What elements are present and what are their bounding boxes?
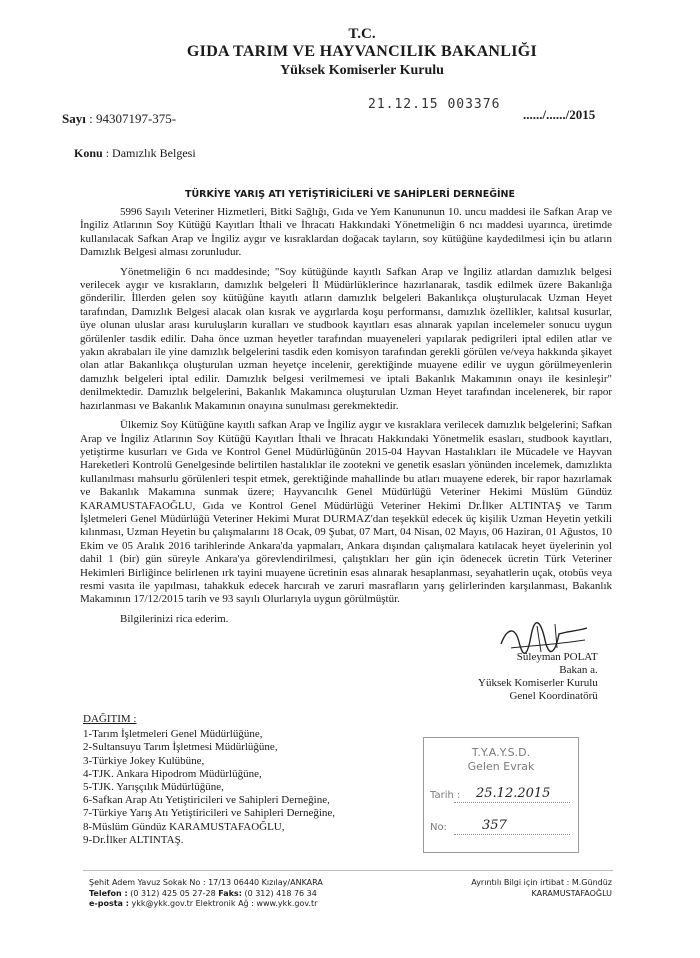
footer-phone: (0 312) 425 05 27-28: [130, 888, 216, 898]
footer-email-label: e-posta :: [89, 899, 129, 908]
stamp-title: Gelen Evrak: [467, 760, 535, 773]
body-paragraph-2: Yönetmeliğin 6 ncı maddesinde; "Soy kütüğünde kayıtlı Safkan Arap ve İngiliz atlardan damızlık belgesi verilecek aygır ve kısrakların, damızlık belgeleri İl Müdürlüklerince hazırlanarak, tasdik edilmek üzere Bakanlığa gönderilir. İllerden gelen soy kütüğüne kayıtlı atların damızlık belgeleri Bakanlıkça oluşturulacak Uzman Heyet tarafından, Damızlık Belgesi alacak olan kısrak ve aygırlarda koşu performansı, damızlık özellikler, kalıtsal kusurlar, üye olunan uluslar arası kuruluşların kuralları ve studbook kayıtları esas alınarak yapılan incelemeler sonucu uygun görülenler tasdik edilir. Daha önce uzman heyetler tarafından muayeneleri yapılarak pedigrileri iptal edilen atlar ve yakın akrabaları ile yine damızlık belgelerini tasdik eden komisyon tarafından gerekli görülen ve/veya hakkında şikayet olan atlar Bakanlıkça oluşturulan uzman heyetçe incelenir, gerektiğinde muayene edilir ve uygun görülmeyenlerin damızlık belgeleri iptal edilir. Damızlık belgesi verilmemesi ve iptali Bakanlık Makamının onayı ile kesinleşir" denilmektedir. Damızlık belgelerini, Bakanlık Makamınca oluşturulan Uzman Heyet tarafından incelenerek, bir rapor hazırlanması ve Bakanlık Makamının onayına sunulması gerekmektedir.: [80, 265, 612, 412]
footer-email: ykk@ykk.gov.tr Elektronik Ağ : www.ykk.gov.tr: [131, 899, 318, 908]
board-header: Yüksek Komiserler Kurulu: [280, 63, 444, 78]
stamp-date-label: Tarih :: [430, 790, 461, 801]
signatory-title: Genel Koordinatörü: [509, 690, 598, 702]
reference-label: Sayı: [62, 111, 86, 126]
stamp-number-label: No:: [430, 822, 447, 833]
stamp-number-line: [454, 834, 570, 835]
reference-number: [62, 111, 176, 127]
footer-contact-info: [89, 878, 323, 910]
footer-contact-person: [462, 878, 612, 899]
distribution-item: 7-Türkiye Yarış Atı Yetiştiricileri ve Sahipleri Derneğine,: [83, 807, 336, 820]
registry-stamp-number: 21.12.15 003376: [368, 97, 501, 112]
footer-email-line: [89, 899, 323, 910]
body-closing: Bilgilerinizi rica ederim.: [120, 612, 229, 625]
body-paragraph-3: Ülkemiz Soy Kütüğüne kayıtlı safkan Arap ve İngiliz aygır ve kısraklara verilecek damızlık belgelerini; Safkan Arap ve İngiliz Atlarının Soy Kütüğü Kayıtları İthali ve İhracatı Hakkındaki Yönetmelik esasları, studbook kayıtları, yetiştirme kusurları ve Gıda ve Kontrol Genel Müdürlüğünün 2015-04 Hayvan Hastalıkları ile Mücadele ve Hayvan Hareketleri Kontrolü Genelgesinde belirtilen hastalıklar ile zootekni ve genetik esasları yönünden incelemek, damızlıkta kullanılması mahsurlu görülenleri tespit etmek, gerektiğinde mahallinde bu atları muayene ederek, bir rapor hazırlamak ve Bakanlık Makamına sunmak üzere; Hayvancılık Genel Müdürlüğü Veteriner Hekimi Müslüm Gündüz KARAMUSTAFAOĞLU, Gıda ve Kontrol Genel Müdürlüğü Veteriner Hekimi Dr.İlker ALTINTAŞ ve Tarım İşletmeleri Genel Müdürlüğü Veteriner Hekimi Murat DURMAZ'dan teşekkül edecek üç kişilik Uzman Heyetin yetkili kılınması, Uzman Heyetin bu çalışmalarını 18 Ocak, 09 Şubat, 07 Mart, 04 Nisan, 02 Mayıs, 06 Haziran, 01 Ağustos, 10 Ekim ve 05 Aralık 2016 tarihlerinde Ankara'da yapmaları, Ankara dışından çalışmalara katılacak heyet üyelerinin yol dahil 1 (bir) gün süreyle Ankara'ya görevlendirilmesi, çalıştıkları her gün için ödenecek ücretin Türk Veteriner Hekimleri Birliğince belirlenen ırk tayini muayene ücretinin esas alınarak hesaplanması, seyahatlerin uçak, otobüs veya resmi vasıta ile yapılması, tahakkuk edecek harcırah ve zaruri masrafların yarış gelirlerinden karşılanması, Bakanlık Makamının 17/12/2015 tarih ve 93 sayılı Olurlarıyla uygun görülmüştür.: [80, 419, 612, 606]
signature-block: [478, 651, 598, 703]
distribution-item: 6-Safkan Arap Atı Yetiştiricileri ve Sahipleri Derneğine,: [83, 794, 330, 807]
distribution-item: 2-Sultansuyu Tarım İşletmesi Müdürlüğüne,: [83, 741, 278, 754]
footer-contact-line-1: Ayrıntılı Bilgi için irtibat : M.Gündüz: [471, 878, 612, 887]
footer-address: Şehit Adem Yavuz Sokak No : 17/13 06440 Kızılay/ANKARA: [89, 878, 323, 887]
footer-phone-fax: [89, 889, 323, 900]
recipient-heading: TÜRKİYE YARIŞ ATI YETİŞTİRİCİLERİ VE SAHİPLERİ DERNEĞİNE: [184, 189, 516, 200]
signatory-name: Süleyman POLAT: [516, 651, 598, 663]
stamp-date-line: [454, 802, 570, 803]
footer-fax-label: Faks:: [218, 888, 242, 898]
subject-value: : Damızlık Belgesi: [105, 146, 196, 160]
ministry-header: GIDA TARIM VE HAYVANCILIK BAKANLIĞI: [186, 43, 538, 60]
subject-label: Konu: [74, 146, 103, 160]
letter-date: ....../....../2015: [523, 107, 596, 122]
distribution-item: 8-Müslüm Gündüz KARAMUSTAFAOĞLU,: [83, 820, 285, 833]
distribution-item: 5-TJK. Yarışçılık Müdürlüğüne,: [83, 781, 224, 794]
footer-contact-line-2: KARAMUSTAFAOĞLU: [531, 888, 612, 898]
footer-phone-label: Telefon :: [89, 888, 128, 898]
reference-value: : 94307197-375-: [89, 111, 177, 126]
stamp-number-value: 357: [482, 818, 507, 833]
body-paragraph-1: 5996 Sayılı Veteriner Hizmetleri, Bitki Sağlığı, Gıda ve Yem Kanununun 10. uncu maddesi ile Safkan Arap ve İngiliz Atlarının Soy Kütüğü Kayıtları İthali ve İhracatı Hakkındaki Yönetmeliğin 6 ncı maddesi uyarınca, üretimde kullanılacak Safkan Arap ve İngiliz aygır ve kısraklardan doğacak tayların, soy kütüğüne kaydedilmesi için bu atların Damızlık Belgesi alması zorunludur.: [80, 206, 612, 259]
distribution-item: 1-Tarım İşletmeleri Genel Müdürlüğüne,: [83, 728, 263, 741]
distribution-item: 9-Dr.İlker ALTINTAŞ.: [83, 833, 184, 846]
footer-divider: [83, 870, 613, 871]
distribution-item: 4-TJK. Ankara Hipodrom Müdürlüğüne,: [83, 767, 262, 780]
distribution-item: 3-Türkiye Jokey Kulübüne,: [83, 754, 205, 767]
distribution-list: [83, 713, 335, 847]
distribution-title: DAĞITIM :: [83, 713, 137, 725]
signatory-unit: Yüksek Komiserler Kurulu: [478, 677, 598, 689]
subject-line: [74, 146, 196, 161]
signatory-on-behalf: Bakan a.: [559, 664, 598, 676]
stamp-date-value: 25.12.2015: [476, 786, 551, 801]
incoming-document-stamp: [423, 737, 579, 853]
country-header: T.C.: [348, 26, 376, 42]
footer-fax: (0 312) 418 76 34: [244, 888, 317, 898]
stamp-organization: T.Y.A.Y.S.D.: [471, 746, 531, 759]
letter-body: [80, 206, 612, 632]
